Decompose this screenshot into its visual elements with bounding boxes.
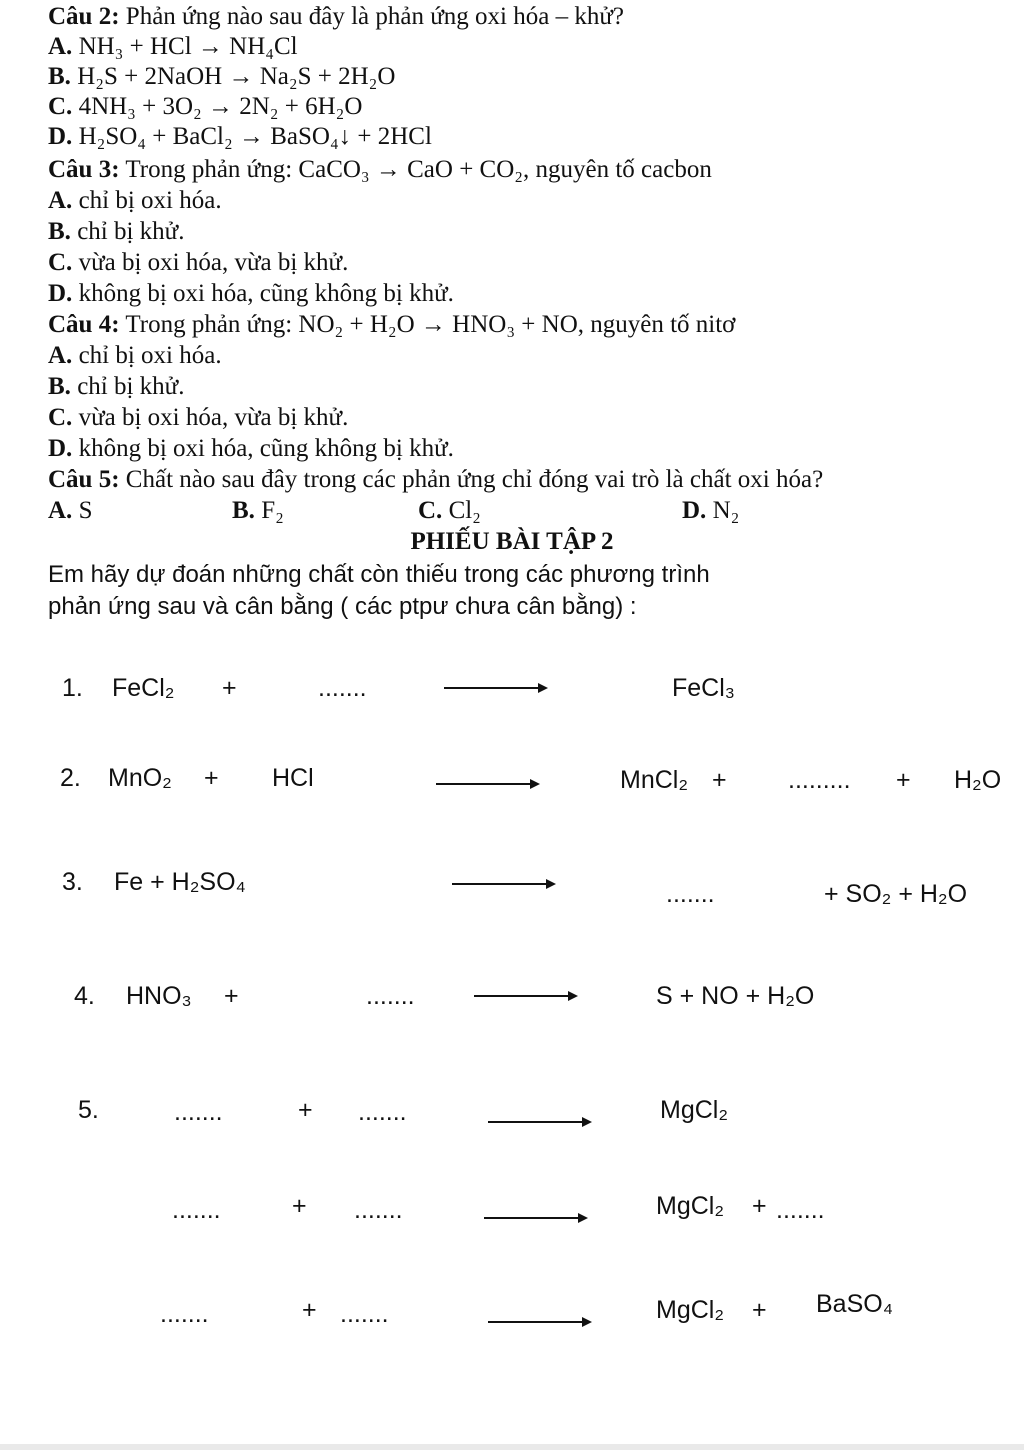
reaction-2-product-1: MnCl₂ xyxy=(620,766,689,794)
option-text: S xyxy=(78,497,93,524)
plus-sign: + xyxy=(712,766,727,794)
blank: ....... xyxy=(160,1300,209,1328)
option-text: chỉ bị oxi hóa. xyxy=(78,187,222,214)
option-3d xyxy=(48,279,454,309)
option-2a xyxy=(48,32,298,62)
option-3a xyxy=(48,186,222,216)
option-letter: A. xyxy=(48,33,73,60)
option-3c xyxy=(48,248,348,278)
page-bottom-divider xyxy=(0,1444,1024,1450)
option-text: N₂ xyxy=(712,497,740,524)
option-4a xyxy=(48,341,222,371)
question-5 xyxy=(48,465,823,495)
option-5a xyxy=(48,496,92,526)
plus-sign: + xyxy=(222,674,237,702)
option-4b xyxy=(48,372,184,402)
blank: ....... xyxy=(340,1300,389,1328)
option-text: vừa bị oxi hóa, vừa bị khử. xyxy=(78,404,349,431)
option-letter: C. xyxy=(48,249,73,276)
blank: ....... xyxy=(366,982,415,1010)
reaction-2-product-3: H₂O xyxy=(954,766,1002,794)
option-2c xyxy=(48,92,362,122)
worksheet-title: PHIẾU BÀI TẬP 2 xyxy=(410,528,614,555)
option-text: chỉ bị oxi hóa. xyxy=(78,342,222,369)
reaction-arrow-icon xyxy=(452,878,556,890)
reaction-1-reactant: FeCl₂ xyxy=(112,674,175,702)
option-text: F₂ xyxy=(261,497,284,524)
reaction-arrow-icon xyxy=(474,990,578,1002)
plus-sign: + xyxy=(752,1296,767,1324)
blank: ....... xyxy=(354,1196,403,1224)
question-4 xyxy=(48,310,735,340)
option-text: chỉ bị khử. xyxy=(77,218,185,245)
question-3 xyxy=(48,155,712,185)
question-2 xyxy=(48,2,624,32)
reaction-arrow-icon xyxy=(444,682,548,694)
option-text: H₂SO₄ + BaCl₂ → BaSO₄↓ + 2HCl xyxy=(78,123,432,150)
reaction-1-product: FeCl₃ xyxy=(672,674,735,702)
reaction-2-reactant-2: HCl xyxy=(272,764,314,792)
option-text: H₂S + 2NaOH → Na₂S + 2H₂O xyxy=(77,63,396,90)
option-letter: D. xyxy=(48,123,73,150)
worksheet-intro-line2: phản ứng sau và cân bằng ( các ptpư chưa cân bằng) : xyxy=(48,593,637,620)
plus-sign: + xyxy=(292,1192,307,1220)
option-letter: A. xyxy=(48,187,73,214)
blank: ....... xyxy=(666,880,715,908)
option-5c xyxy=(418,496,481,526)
reaction-4-number: 4. xyxy=(74,982,95,1010)
option-letter: B. xyxy=(48,373,71,400)
option-letter: A. xyxy=(48,342,73,369)
blank: ....... xyxy=(358,1098,407,1126)
blank: ....... xyxy=(172,1196,221,1224)
option-letter: C. xyxy=(418,497,443,524)
option-text: Cl₂ xyxy=(448,497,481,524)
question-text: Phản ứng nào sau đây là phản ứng oxi hóa – khử? xyxy=(125,3,624,30)
reaction-2-reactant-1: MnO₂ xyxy=(108,764,172,792)
reaction-5c-product-2: BaSO₄ xyxy=(816,1290,893,1318)
option-letter: D. xyxy=(48,280,73,307)
option-text: không bị oxi hóa, cũng không bị khử. xyxy=(78,280,454,307)
plus-sign: + xyxy=(204,764,219,792)
option-letter: A. xyxy=(48,497,73,524)
option-letter: C. xyxy=(48,93,73,120)
question-label: Câu 4: xyxy=(48,311,120,338)
reaction-4-products: S + NO + H₂O xyxy=(656,982,815,1010)
option-2d xyxy=(48,122,432,152)
option-text: 4NH₃ + 3O₂ → 2N₂ + 6H₂O xyxy=(78,93,363,120)
plus-sign: + xyxy=(298,1096,313,1124)
reaction-arrow-icon xyxy=(436,778,540,790)
question-label: Câu 2: xyxy=(48,3,120,30)
reaction-3-reactants: Fe + H₂SO₄ xyxy=(114,868,246,896)
option-2b xyxy=(48,62,395,92)
reaction-4-reactant: HNO₃ xyxy=(126,982,192,1010)
reaction-5b-product: MgCl₂ xyxy=(656,1192,725,1220)
option-5d xyxy=(682,496,739,526)
reaction-arrow-icon xyxy=(484,1212,588,1224)
option-letter: D. xyxy=(682,497,707,524)
reaction-5c-product: MgCl₂ xyxy=(656,1296,725,1324)
plus-sign: + xyxy=(302,1296,317,1324)
reaction-arrow-icon xyxy=(488,1316,592,1328)
plus-sign: + xyxy=(224,982,239,1010)
option-letter: C. xyxy=(48,404,73,431)
plus-sign: + xyxy=(752,1192,767,1220)
question-text: Trong phản ứng: CaCO₃ → CaO + CO₂, nguyên tố cacbon xyxy=(125,156,712,183)
plus-sign: + xyxy=(896,766,911,794)
option-4c xyxy=(48,403,348,433)
option-letter: B. xyxy=(232,497,255,524)
reaction-2-number: 2. xyxy=(60,764,81,792)
option-letter: B. xyxy=(48,218,71,245)
blank: ......... xyxy=(788,766,851,794)
question-text: Trong phản ứng: NO₂ + H₂O → HNO₃ + NO, nguyên tố nitơ xyxy=(125,311,736,338)
question-text: Chất nào sau đây trong các phản ứng chỉ đóng vai trò là chất oxi hóa? xyxy=(125,466,824,493)
option-letter: B. xyxy=(48,63,71,90)
option-4d xyxy=(48,434,454,464)
reaction-5a-product: MgCl₂ xyxy=(660,1096,729,1124)
option-text: vừa bị oxi hóa, vừa bị khử. xyxy=(78,249,349,276)
reaction-1-number: 1. xyxy=(62,674,83,702)
blank: ....... xyxy=(174,1098,223,1126)
option-3b xyxy=(48,217,184,247)
blank: ....... xyxy=(776,1196,825,1224)
option-5b xyxy=(232,496,284,526)
option-text: không bị oxi hóa, cũng không bị khử. xyxy=(78,435,454,462)
question-label: Câu 3: xyxy=(48,156,120,183)
worksheet-intro-line1: Em hãy dự đoán những chất còn thiếu trong các phương trình xyxy=(48,561,710,588)
reaction-3-products: + SO₂ + H₂O xyxy=(824,880,968,908)
question-label: Câu 5: xyxy=(48,466,120,493)
reaction-3-number: 3. xyxy=(62,868,83,896)
option-text: chỉ bị khử. xyxy=(77,373,185,400)
reaction-5-number: 5. xyxy=(78,1096,99,1124)
option-text: NH₃ + HCl → NH₄Cl xyxy=(78,33,298,60)
blank: ....... xyxy=(318,674,367,702)
reaction-arrow-icon xyxy=(488,1116,592,1128)
option-letter: D. xyxy=(48,435,73,462)
